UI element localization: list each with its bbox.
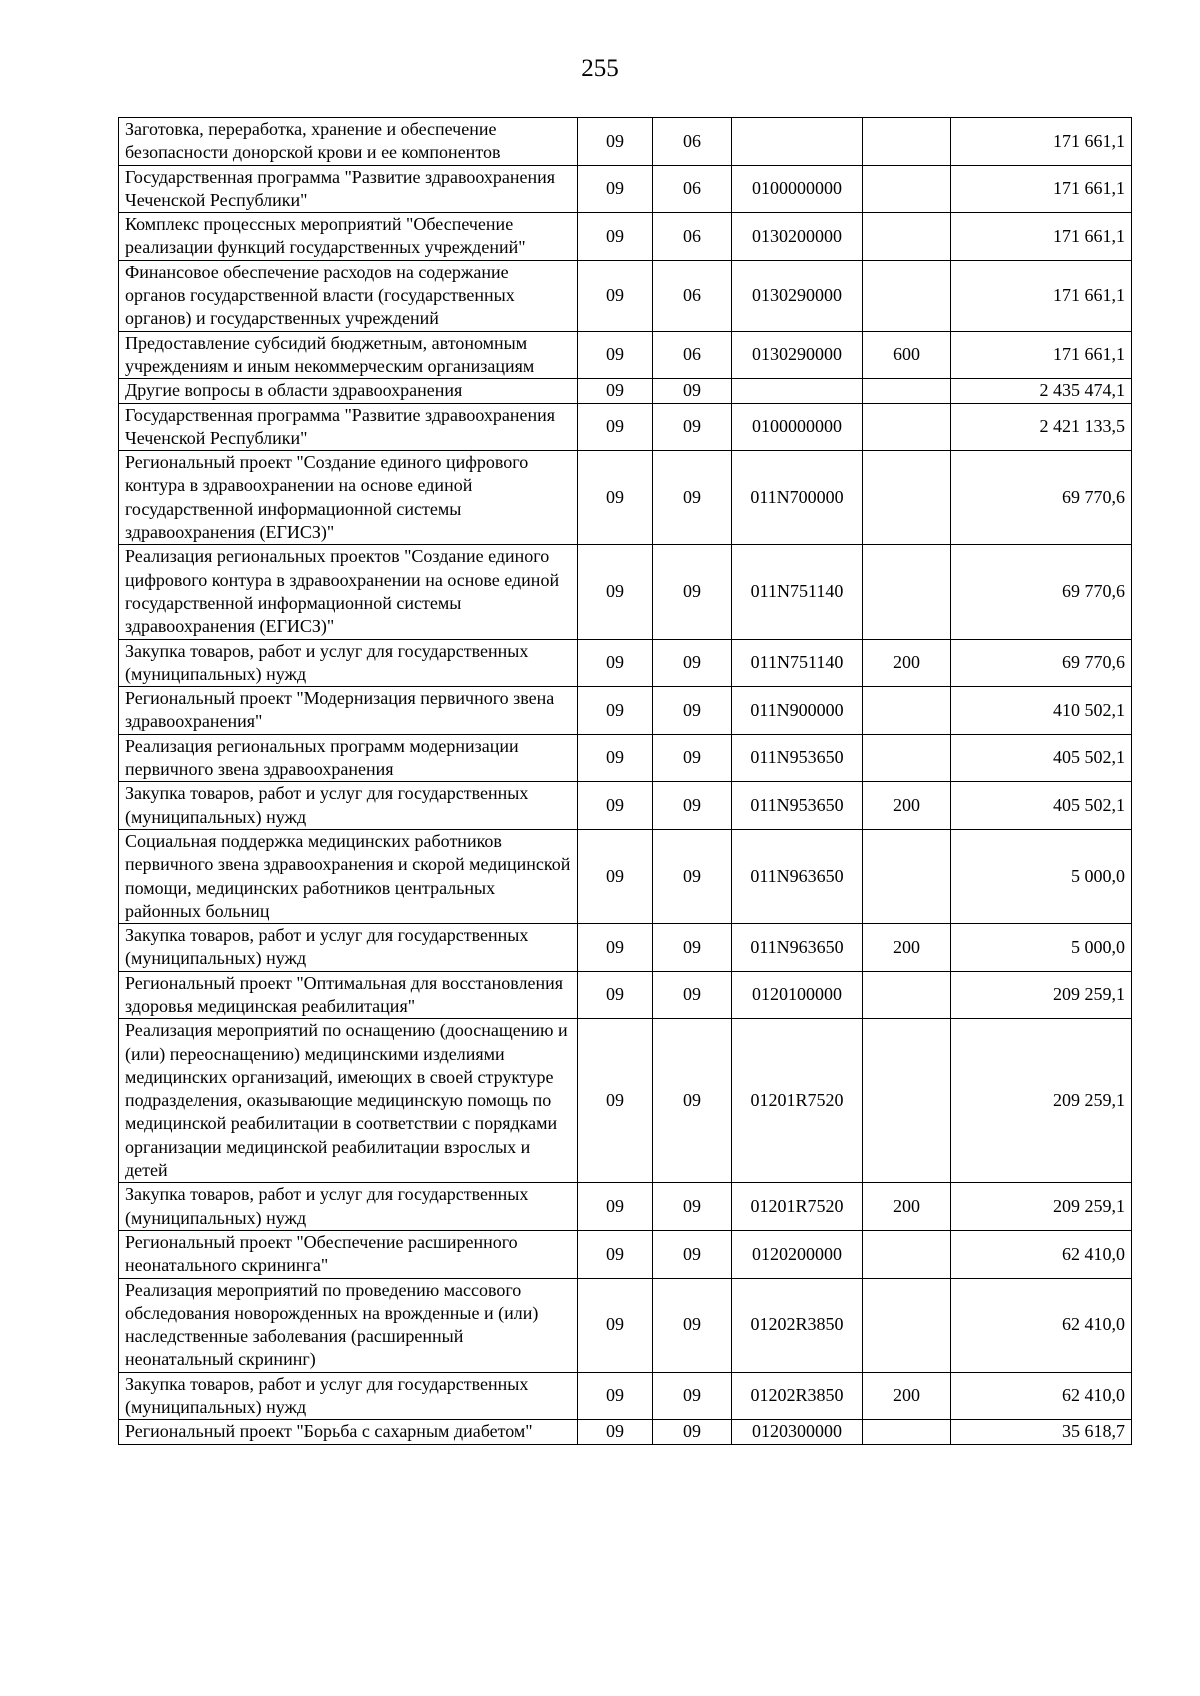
cell-section: 09	[578, 331, 653, 379]
table-row	[119, 331, 1132, 379]
cell-subsection: 09	[653, 451, 732, 545]
cell-section: 09	[578, 924, 653, 972]
cell-expense-type: 200	[863, 924, 951, 972]
cell-expense-type	[863, 1278, 951, 1372]
cell-name: Закупка товаров, работ и услуг для государственных (муниципальных) нужд	[119, 639, 578, 687]
cell-amount: 171 661,1	[951, 213, 1132, 261]
table-row	[119, 924, 1132, 972]
cell-section: 09	[578, 734, 653, 782]
cell-section: 09	[578, 1183, 653, 1231]
cell-amount: 405 502,1	[951, 734, 1132, 782]
cell-name: Реализация мероприятий по проведению массового обследования новорожденных на врожденные и (или) наследственные заболевания (расширенный неонатальный скрининг)	[119, 1278, 578, 1372]
cell-expense-type	[863, 545, 951, 639]
cell-subsection: 09	[653, 734, 732, 782]
cell-expense-type	[863, 260, 951, 331]
cell-target-article	[732, 379, 863, 403]
cell-name: Социальная поддержка медицинских работников первичного звена здравоохранения и скорой медицинской помощи, медицинских работников центральных районных больниц	[119, 829, 578, 923]
cell-expense-type	[863, 971, 951, 1019]
cell-name: Государственная программа "Развитие здравоохранения Чеченской Республики"	[119, 165, 578, 213]
cell-subsection: 06	[653, 331, 732, 379]
cell-amount: 35 618,7	[951, 1420, 1132, 1444]
cell-amount: 2 435 474,1	[951, 379, 1132, 403]
cell-name: Реализация мероприятий по оснащению (дооснащению и (или) переоснащению) медицинскими изделиями медицинских организаций, имеющих в своей структуре подразделения, оказывающие медицинскую помощь по медицинской реабилитации в соответствии с порядками организации медицинской реабилитации взрослых и детей	[119, 1019, 578, 1183]
cell-expense-type	[863, 451, 951, 545]
cell-target-article: 0130200000	[732, 213, 863, 261]
cell-target-article: 0100000000	[732, 403, 863, 451]
cell-name: Закупка товаров, работ и услуг для государственных (муниципальных) нужд	[119, 924, 578, 972]
cell-section: 09	[578, 213, 653, 261]
cell-expense-type: 200	[863, 1372, 951, 1420]
cell-section: 09	[578, 782, 653, 830]
cell-expense-type	[863, 687, 951, 735]
cell-expense-type	[863, 1230, 951, 1278]
table-row	[119, 213, 1132, 261]
table-row	[119, 782, 1132, 830]
cell-amount: 209 259,1	[951, 1019, 1132, 1183]
cell-name: Другие вопросы в области здравоохранения	[119, 379, 578, 403]
cell-expense-type: 200	[863, 782, 951, 830]
table-row	[119, 403, 1132, 451]
cell-name: Региональный проект "Модернизация первичного звена здравоохранения"	[119, 687, 578, 735]
cell-amount: 69 770,6	[951, 545, 1132, 639]
cell-amount: 62 410,0	[951, 1230, 1132, 1278]
cell-target-article: 011N751140	[732, 545, 863, 639]
cell-expense-type	[863, 379, 951, 403]
cell-name: Финансовое обеспечение расходов на содержание органов государственной власти (государственных органов) и государственных учреждений	[119, 260, 578, 331]
cell-target-article: 01201R7520	[732, 1183, 863, 1231]
cell-section: 09	[578, 118, 653, 166]
cell-subsection: 09	[653, 687, 732, 735]
cell-name: Реализация региональных проектов "Создание единого цифрового контура в здравоохранении на основе единой государственной информационной системы здравоохранения (ЕГИСЗ)"	[119, 545, 578, 639]
cell-amount: 171 661,1	[951, 260, 1132, 331]
cell-amount: 69 770,6	[951, 639, 1132, 687]
table-row	[119, 118, 1132, 166]
cell-subsection: 09	[653, 782, 732, 830]
cell-subsection: 09	[653, 971, 732, 1019]
cell-amount: 209 259,1	[951, 1183, 1132, 1231]
cell-section: 09	[578, 1019, 653, 1183]
cell-subsection: 09	[653, 924, 732, 972]
cell-subsection: 09	[653, 1278, 732, 1372]
table-row	[119, 1019, 1132, 1183]
cell-amount: 62 410,0	[951, 1372, 1132, 1420]
cell-amount: 405 502,1	[951, 782, 1132, 830]
cell-section: 09	[578, 403, 653, 451]
cell-amount: 171 661,1	[951, 165, 1132, 213]
cell-section: 09	[578, 260, 653, 331]
table-row	[119, 1420, 1132, 1444]
cell-amount: 5 000,0	[951, 829, 1132, 923]
cell-section: 09	[578, 971, 653, 1019]
cell-name: Закупка товаров, работ и услуг для государственных (муниципальных) нужд	[119, 1372, 578, 1420]
cell-section: 09	[578, 1230, 653, 1278]
cell-expense-type	[863, 1420, 951, 1444]
cell-subsection: 09	[653, 1420, 732, 1444]
table-row	[119, 260, 1132, 331]
cell-name: Государственная программа "Развитие здравоохранения Чеченской Республики"	[119, 403, 578, 451]
cell-name: Реализация региональных программ модернизации первичного звена здравоохранения	[119, 734, 578, 782]
table-row	[119, 451, 1132, 545]
cell-amount: 5 000,0	[951, 924, 1132, 972]
table-row	[119, 545, 1132, 639]
cell-expense-type: 200	[863, 639, 951, 687]
cell-target-article: 011N751140	[732, 639, 863, 687]
cell-section: 09	[578, 829, 653, 923]
cell-subsection: 09	[653, 403, 732, 451]
cell-target-article: 0130290000	[732, 331, 863, 379]
table-row	[119, 1183, 1132, 1231]
table-row	[119, 971, 1132, 1019]
table-row	[119, 639, 1132, 687]
cell-subsection: 09	[653, 379, 732, 403]
cell-name: Предоставление субсидий бюджетным, автономным учреждениям и иным некоммерческим организациям	[119, 331, 578, 379]
cell-target-article: 0120300000	[732, 1420, 863, 1444]
cell-target-article: 0130290000	[732, 260, 863, 331]
cell-subsection: 06	[653, 260, 732, 331]
table-row	[119, 687, 1132, 735]
cell-expense-type	[863, 734, 951, 782]
cell-expense-type	[863, 165, 951, 213]
cell-target-article: 01202R3850	[732, 1278, 863, 1372]
cell-name: Закупка товаров, работ и услуг для государственных (муниципальных) нужд	[119, 782, 578, 830]
cell-amount: 171 661,1	[951, 331, 1132, 379]
cell-expense-type	[863, 403, 951, 451]
table-row	[119, 734, 1132, 782]
cell-target-article: 011N900000	[732, 687, 863, 735]
cell-name: Региональный проект "Оптимальная для восстановления здоровья медицинская реабилитация"	[119, 971, 578, 1019]
cell-section: 09	[578, 1372, 653, 1420]
cell-subsection: 06	[653, 118, 732, 166]
cell-amount: 62 410,0	[951, 1278, 1132, 1372]
cell-name: Заготовка, переработка, хранение и обеспечение безопасности донорской крови и ее компонентов	[119, 118, 578, 166]
cell-subsection: 09	[653, 639, 732, 687]
cell-amount: 69 770,6	[951, 451, 1132, 545]
cell-target-article: 01202R3850	[732, 1372, 863, 1420]
cell-amount: 410 502,1	[951, 687, 1132, 735]
cell-section: 09	[578, 687, 653, 735]
cell-target-article: 011N963650	[732, 924, 863, 972]
cell-amount: 171 661,1	[951, 118, 1132, 166]
cell-expense-type	[863, 118, 951, 166]
cell-target-article: 0120200000	[732, 1230, 863, 1278]
table-row	[119, 829, 1132, 923]
cell-target-article: 011N700000	[732, 451, 863, 545]
cell-target-article	[732, 118, 863, 166]
cell-subsection: 09	[653, 829, 732, 923]
cell-name: Комплекс процессных мероприятий "Обеспечение реализации функций государственных учреждений"	[119, 213, 578, 261]
cell-subsection: 09	[653, 1230, 732, 1278]
cell-amount: 209 259,1	[951, 971, 1132, 1019]
table-row	[119, 379, 1132, 403]
cell-section: 09	[578, 1278, 653, 1372]
cell-section: 09	[578, 639, 653, 687]
cell-target-article: 011N963650	[732, 829, 863, 923]
budget-table-body	[119, 118, 1132, 1445]
table-row	[119, 1278, 1132, 1372]
cell-subsection: 09	[653, 545, 732, 639]
cell-section: 09	[578, 1420, 653, 1444]
cell-expense-type: 200	[863, 1183, 951, 1231]
cell-expense-type	[863, 213, 951, 261]
cell-target-article: 0120100000	[732, 971, 863, 1019]
cell-name: Региональный проект "Создание единого цифрового контура в здравоохранении на основе единой государственной информационной системы здравоохранения (ЕГИСЗ)"	[119, 451, 578, 545]
cell-expense-type	[863, 829, 951, 923]
cell-section: 09	[578, 379, 653, 403]
cell-expense-type: 600	[863, 331, 951, 379]
cell-target-article: 0100000000	[732, 165, 863, 213]
cell-target-article: 011N953650	[732, 734, 863, 782]
cell-subsection: 09	[653, 1372, 732, 1420]
cell-subsection: 09	[653, 1183, 732, 1231]
cell-section: 09	[578, 545, 653, 639]
cell-name: Региональный проект "Обеспечение расширенного неонатального скрининга"	[119, 1230, 578, 1278]
page-number: 255	[581, 55, 619, 82]
cell-amount: 2 421 133,5	[951, 403, 1132, 451]
cell-section: 09	[578, 165, 653, 213]
cell-name: Региональный проект "Борьба с сахарным диабетом"	[119, 1420, 578, 1444]
table-row	[119, 1372, 1132, 1420]
cell-target-article: 011N953650	[732, 782, 863, 830]
cell-subsection: 06	[653, 165, 732, 213]
table-row	[119, 1230, 1132, 1278]
table-row	[119, 165, 1132, 213]
budget-table	[118, 117, 1132, 1445]
cell-section: 09	[578, 451, 653, 545]
cell-target-article: 01201R7520	[732, 1019, 863, 1183]
cell-subsection: 09	[653, 1019, 732, 1183]
cell-subsection: 06	[653, 213, 732, 261]
cell-expense-type	[863, 1019, 951, 1183]
cell-name: Закупка товаров, работ и услуг для государственных (муниципальных) нужд	[119, 1183, 578, 1231]
